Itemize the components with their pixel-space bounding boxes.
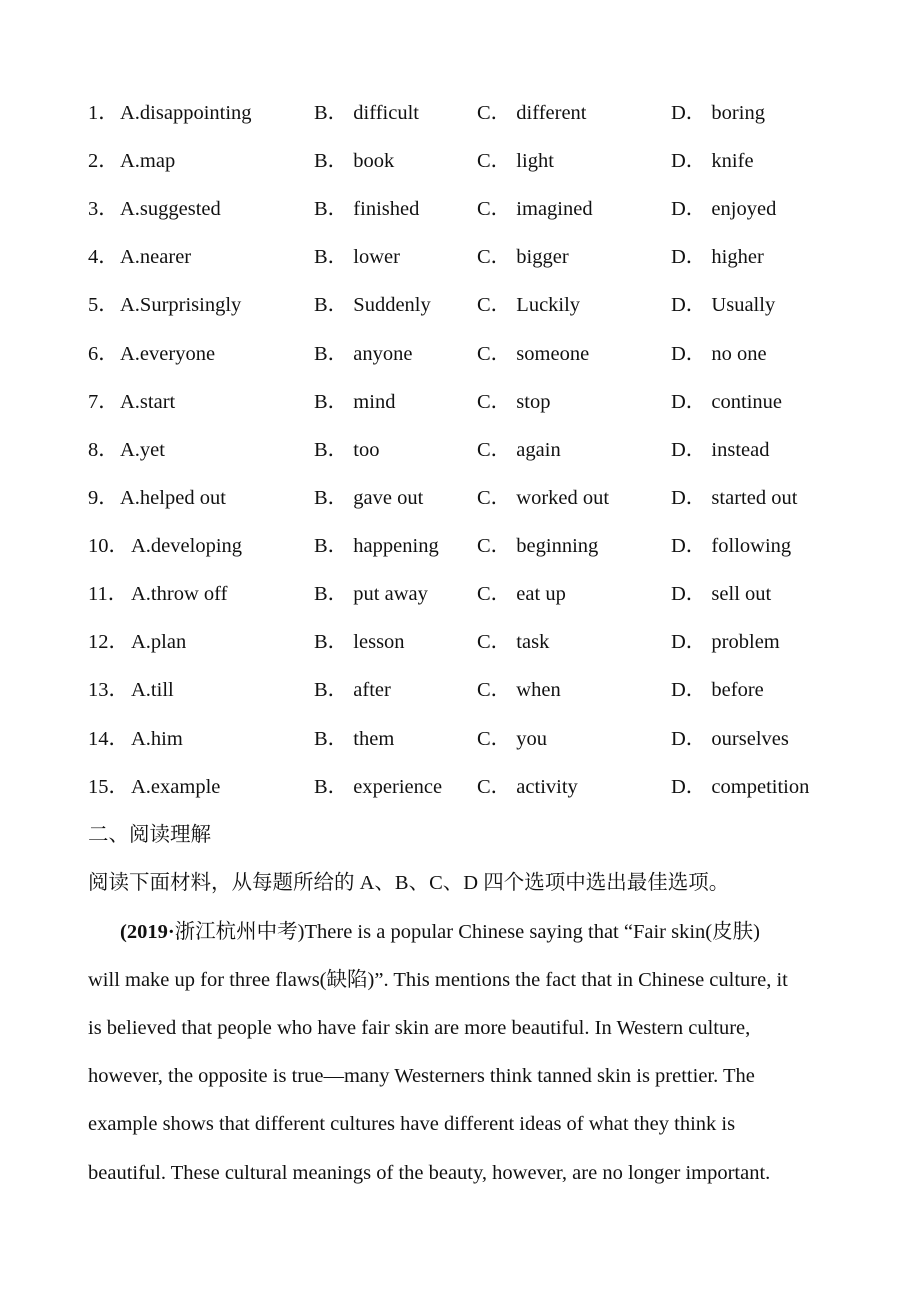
option-d: D． following [671, 535, 792, 557]
section-title: 二、阅读理解 [88, 824, 211, 846]
option-a: A.him [131, 728, 183, 750]
option-c: C． task [477, 631, 550, 653]
option-a: A.till [131, 679, 174, 701]
passage-source-place: 浙江杭州中考) [174, 921, 305, 943]
option-a: A.yet [120, 439, 165, 461]
option-d: D． enjoyed [671, 198, 777, 220]
question-number: 10． [88, 535, 129, 557]
option-a: A.Surprisingly [120, 294, 242, 316]
option-c: C． you [477, 728, 548, 750]
option-d: D． boring [671, 102, 765, 124]
option-b: B． too [314, 439, 380, 461]
option-d: D． instead [671, 439, 770, 461]
passage-text: There is a popular Chinese saying that “Fair skin(皮肤) [304, 921, 760, 943]
option-d: D． continue [671, 391, 783, 413]
option-a: A.helped out [120, 487, 226, 509]
option-b: B． put away [314, 583, 428, 605]
passage-line: however, the opposite is true—many Westerners think tanned skin is prettier. The [88, 1065, 755, 1087]
question-row [0, 98, 920, 128]
option-a: A.nearer [120, 246, 192, 268]
option-b: B． anyone [314, 343, 413, 365]
option-c: C． when [477, 679, 561, 701]
section-instruction: 阅读下面材料，从每题所给的 A、B、C、D 四个选项中选出最佳选项。 [88, 872, 730, 894]
option-b: B． after [314, 679, 391, 701]
question-row [0, 194, 920, 224]
option-a: A.everyone [120, 343, 216, 365]
question-number: 2． [88, 150, 119, 172]
option-a: A.plan [131, 631, 187, 653]
option-b: B． experience [314, 776, 443, 798]
question-number: 1． [88, 102, 119, 124]
option-d: D． before [671, 679, 764, 701]
question-number: 9． [88, 487, 119, 509]
option-c: C． light [477, 150, 554, 172]
option-c: C． again [477, 439, 561, 461]
question-number: 7． [88, 391, 119, 413]
option-a: A.suggested [120, 198, 221, 220]
passage-line: beautiful. These cultural meanings of the beauty, however, are no longer important. [88, 1162, 771, 1184]
option-c: C． imagined [477, 198, 593, 220]
option-d: D． no one [671, 343, 767, 365]
option-c: C． worked out [477, 487, 610, 509]
question-row [0, 627, 920, 657]
option-c: C． Luckily [477, 294, 581, 316]
question-number: 12． [88, 631, 129, 653]
question-row [0, 387, 920, 417]
option-d: D． problem [671, 631, 780, 653]
question-row [0, 242, 920, 272]
option-d: D． knife [671, 150, 754, 172]
option-c: C． eat up [477, 583, 566, 605]
option-d: D． Usually [671, 294, 776, 316]
option-b: B． finished [314, 198, 420, 220]
option-c: C． stop [477, 391, 551, 413]
question-number: 13． [88, 679, 129, 701]
option-d: D． started out [671, 487, 798, 509]
option-a: A.throw off [131, 583, 228, 605]
passage-source: (2019· [120, 921, 175, 943]
question-number: 11． [88, 583, 129, 605]
option-c: C． different [477, 102, 587, 124]
option-b: B． lower [314, 246, 400, 268]
question-row [0, 483, 920, 513]
option-b: B． them [314, 728, 395, 750]
question-row [0, 579, 920, 609]
question-number: 5． [88, 294, 119, 316]
option-b: B． happening [314, 535, 439, 557]
option-c: C． someone [477, 343, 590, 365]
option-a: A.developing [131, 535, 243, 557]
question-row [0, 339, 920, 369]
question-number: 4． [88, 246, 119, 268]
passage-line [120, 917, 760, 947]
option-b: B． difficult [314, 102, 419, 124]
question-row [0, 146, 920, 176]
option-a: A.start [120, 391, 176, 413]
passage-line: example shows that different cultures have different ideas of what they think is [88, 1113, 736, 1135]
option-b: B． Suddenly [314, 294, 431, 316]
option-c: C． activity [477, 776, 578, 798]
option-a: A.map [120, 150, 176, 172]
option-b: B． book [314, 150, 395, 172]
option-c: C． bigger [477, 246, 569, 268]
question-number: 14． [88, 728, 129, 750]
option-a: A.example [131, 776, 221, 798]
option-d: D． higher [671, 246, 764, 268]
option-a: A.disappointing [120, 102, 252, 124]
option-b: B． gave out [314, 487, 424, 509]
question-row [0, 531, 920, 561]
question-number: 15． [88, 776, 129, 798]
passage-line: will make up for three flaws(缺陷)”. This mentions the fact that in Chinese culture, it [88, 969, 788, 991]
question-row [0, 772, 920, 802]
question-row [0, 675, 920, 705]
option-d: D． sell out [671, 583, 772, 605]
question-row [0, 290, 920, 320]
option-d: D． competition [671, 776, 810, 798]
question-number: 3． [88, 198, 119, 220]
option-b: B． lesson [314, 631, 405, 653]
question-number: 6． [88, 343, 119, 365]
question-row [0, 435, 920, 465]
passage-line: is believed that people who have fair skin are more beautiful. In Western culture, [88, 1017, 751, 1039]
option-b: B． mind [314, 391, 396, 413]
option-d: D． ourselves [671, 728, 789, 750]
question-row [0, 724, 920, 754]
question-number: 8． [88, 439, 119, 461]
option-c: C． beginning [477, 535, 599, 557]
